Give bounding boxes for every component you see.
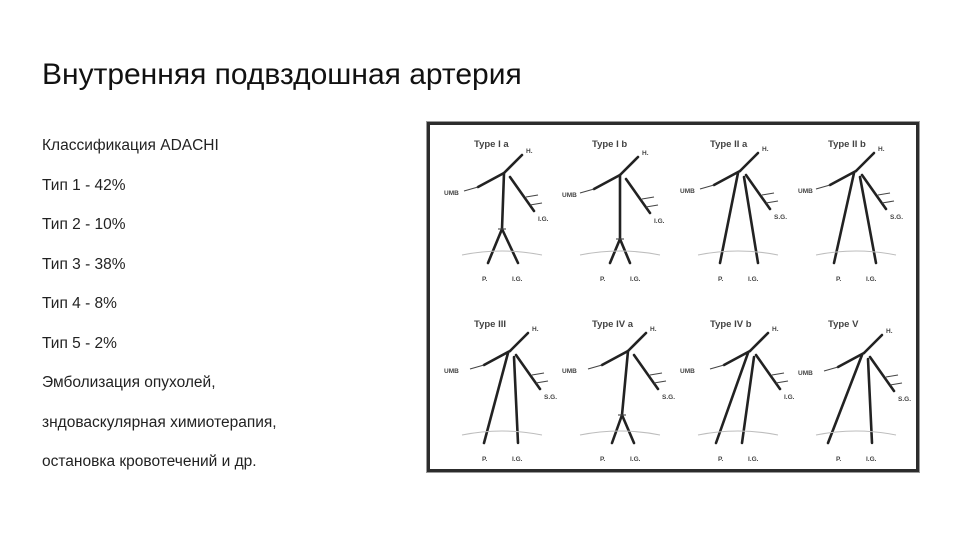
body-line: Тип 3 - 38% — [42, 255, 126, 273]
label-ig: I.G. — [748, 276, 759, 283]
panel-type-label: Type III — [474, 319, 507, 330]
label-gluteal: I.G. — [784, 394, 795, 401]
twig — [530, 203, 542, 205]
superior-branch — [864, 335, 882, 353]
body-line: Тип 4 - 8% — [42, 295, 117, 312]
slide-title: Внутренняя подвздошная артерия — [42, 58, 522, 91]
pudendal-branch — [484, 353, 508, 443]
pelvic-floor-curve — [698, 431, 778, 435]
type-panel — [798, 319, 911, 463]
body-text-list — [42, 136, 402, 492]
label-umb: UMB — [562, 192, 577, 199]
label-umb: UMB — [798, 370, 813, 377]
panel-type-label: Type II a — [710, 139, 748, 150]
body-line: зндоваскулярная химиотерапия, — [42, 413, 277, 431]
umbilical-branch-tip — [470, 365, 484, 369]
gluteal-inferior-branch — [868, 359, 872, 443]
panel-type-label: Type IV b — [710, 319, 752, 330]
superior-branch — [856, 153, 874, 171]
pelvic-floor-curve — [816, 431, 896, 435]
label-h: H. — [878, 146, 885, 153]
umbilical-branch-tip — [816, 185, 830, 189]
twig — [886, 375, 898, 377]
label-h: H. — [762, 146, 769, 153]
pudendal-branch — [720, 173, 738, 263]
twig — [536, 381, 548, 383]
gluteal-branch — [870, 357, 894, 391]
umbilical-branch-tip — [464, 187, 478, 191]
main-trunk — [502, 173, 504, 229]
gluteal-branch — [626, 179, 650, 213]
label-p: P. — [718, 276, 724, 283]
label-gluteal: S.G. — [890, 214, 904, 221]
label-p: P. — [482, 276, 488, 283]
pelvic-floor-curve — [580, 431, 660, 435]
panel-type-label: Type V — [828, 319, 859, 330]
panel-type-label: Type I a — [474, 139, 509, 150]
type-panel — [680, 139, 787, 283]
type-panel — [562, 139, 665, 283]
label-ig: I.G. — [630, 276, 641, 283]
body-line: Тип 5 - 2% — [42, 334, 117, 352]
gluteal-inferior-branch — [502, 229, 518, 263]
umbilical-branch — [478, 173, 504, 187]
superior-branch — [504, 155, 522, 173]
type-panel — [444, 139, 549, 283]
superior-branch — [620, 157, 638, 175]
label-ig: I.G. — [866, 456, 877, 463]
gluteal-branch — [634, 355, 658, 389]
umbilical-branch-tip — [824, 367, 838, 371]
umbilical-branch-tip — [700, 185, 714, 189]
adachi-classification-figure — [427, 122, 919, 472]
label-p: P. — [600, 456, 606, 463]
umbilical-branch-tip — [580, 189, 594, 193]
label-gluteal: S.G. — [662, 394, 676, 401]
main-trunk — [622, 351, 628, 415]
label-gluteal: S.G. — [898, 396, 912, 403]
panel-type-label: Type II b — [828, 139, 866, 150]
pelvic-floor-curve — [462, 251, 542, 255]
artery-diagram-svg — [430, 125, 916, 469]
label-gluteal: S.G. — [774, 214, 788, 221]
label-h: H. — [532, 326, 539, 333]
twig — [646, 205, 658, 207]
type-panel — [680, 319, 795, 463]
label-p: P. — [482, 456, 488, 463]
pelvic-floor-curve — [580, 251, 660, 255]
body-line: остановка кровотечений и др. — [42, 453, 257, 470]
label-ig: I.G. — [748, 456, 759, 463]
pudendal-branch — [834, 173, 854, 263]
twig — [642, 197, 654, 199]
body-line: Эмболизация опухолей, — [42, 374, 216, 391]
gluteal-branch — [510, 177, 534, 211]
twig — [766, 201, 778, 203]
gluteal-branch — [756, 355, 780, 389]
umbilical-branch-tip — [588, 365, 602, 369]
type-panel — [798, 139, 903, 283]
body-line: Тип 1 - 42% — [42, 176, 126, 194]
label-umb: UMB — [444, 190, 459, 197]
twig — [882, 201, 894, 203]
label-ig: I.G. — [512, 276, 523, 283]
body-line: Классификация ADACHI — [42, 137, 219, 154]
panel-type-label: Type I b — [592, 139, 628, 150]
gluteal-inferior-branch — [622, 415, 634, 443]
label-p: P. — [718, 456, 724, 463]
umbilical-branch-tip — [710, 365, 724, 369]
twig — [526, 195, 538, 197]
pelvic-floor-curve — [698, 251, 778, 255]
pelvic-floor-curve — [816, 251, 896, 255]
label-gluteal: S.G. — [544, 394, 558, 401]
label-h: H. — [650, 326, 657, 333]
twig — [890, 383, 902, 385]
label-ig: I.G. — [866, 276, 877, 283]
twig — [654, 381, 666, 383]
label-p: P. — [600, 276, 606, 283]
label-ig: I.G. — [512, 456, 523, 463]
label-umb: UMB — [562, 368, 577, 375]
twig — [650, 373, 662, 375]
body-line: Тип 2 - 10% — [42, 216, 126, 233]
superior-branch — [750, 333, 768, 351]
label-umb: UMB — [680, 188, 695, 195]
twig — [878, 193, 890, 195]
label-umb: UMB — [444, 368, 459, 375]
panel-type-label: Type IV a — [592, 319, 634, 330]
type-panel — [444, 319, 557, 463]
label-p: P. — [836, 456, 842, 463]
label-gluteal: I.G. — [654, 218, 665, 225]
gluteal-inferior-branch — [742, 357, 754, 443]
umbilical-branch — [594, 175, 620, 189]
label-gluteal: I.G. — [538, 216, 549, 223]
superior-branch — [628, 333, 646, 351]
label-h: H. — [886, 328, 893, 335]
twig — [772, 373, 784, 375]
pudendal-branch — [612, 415, 622, 443]
label-ig: I.G. — [630, 456, 641, 463]
superior-branch — [740, 153, 758, 171]
twig — [532, 373, 544, 375]
pelvic-floor-curve — [462, 431, 542, 435]
umbilical-branch — [602, 351, 628, 365]
gluteal-branch — [516, 355, 540, 389]
label-h: H. — [642, 150, 649, 157]
label-p: P. — [836, 276, 842, 283]
type-panel — [562, 319, 675, 463]
label-h: H. — [526, 148, 533, 155]
superior-branch — [510, 333, 528, 351]
gluteal-inferior-branch — [514, 357, 518, 443]
twig — [776, 381, 788, 383]
twig — [762, 193, 774, 195]
pudendal-branch — [488, 229, 502, 263]
label-umb: UMB — [680, 368, 695, 375]
label-h: H. — [772, 326, 779, 333]
label-umb: UMB — [798, 188, 813, 195]
